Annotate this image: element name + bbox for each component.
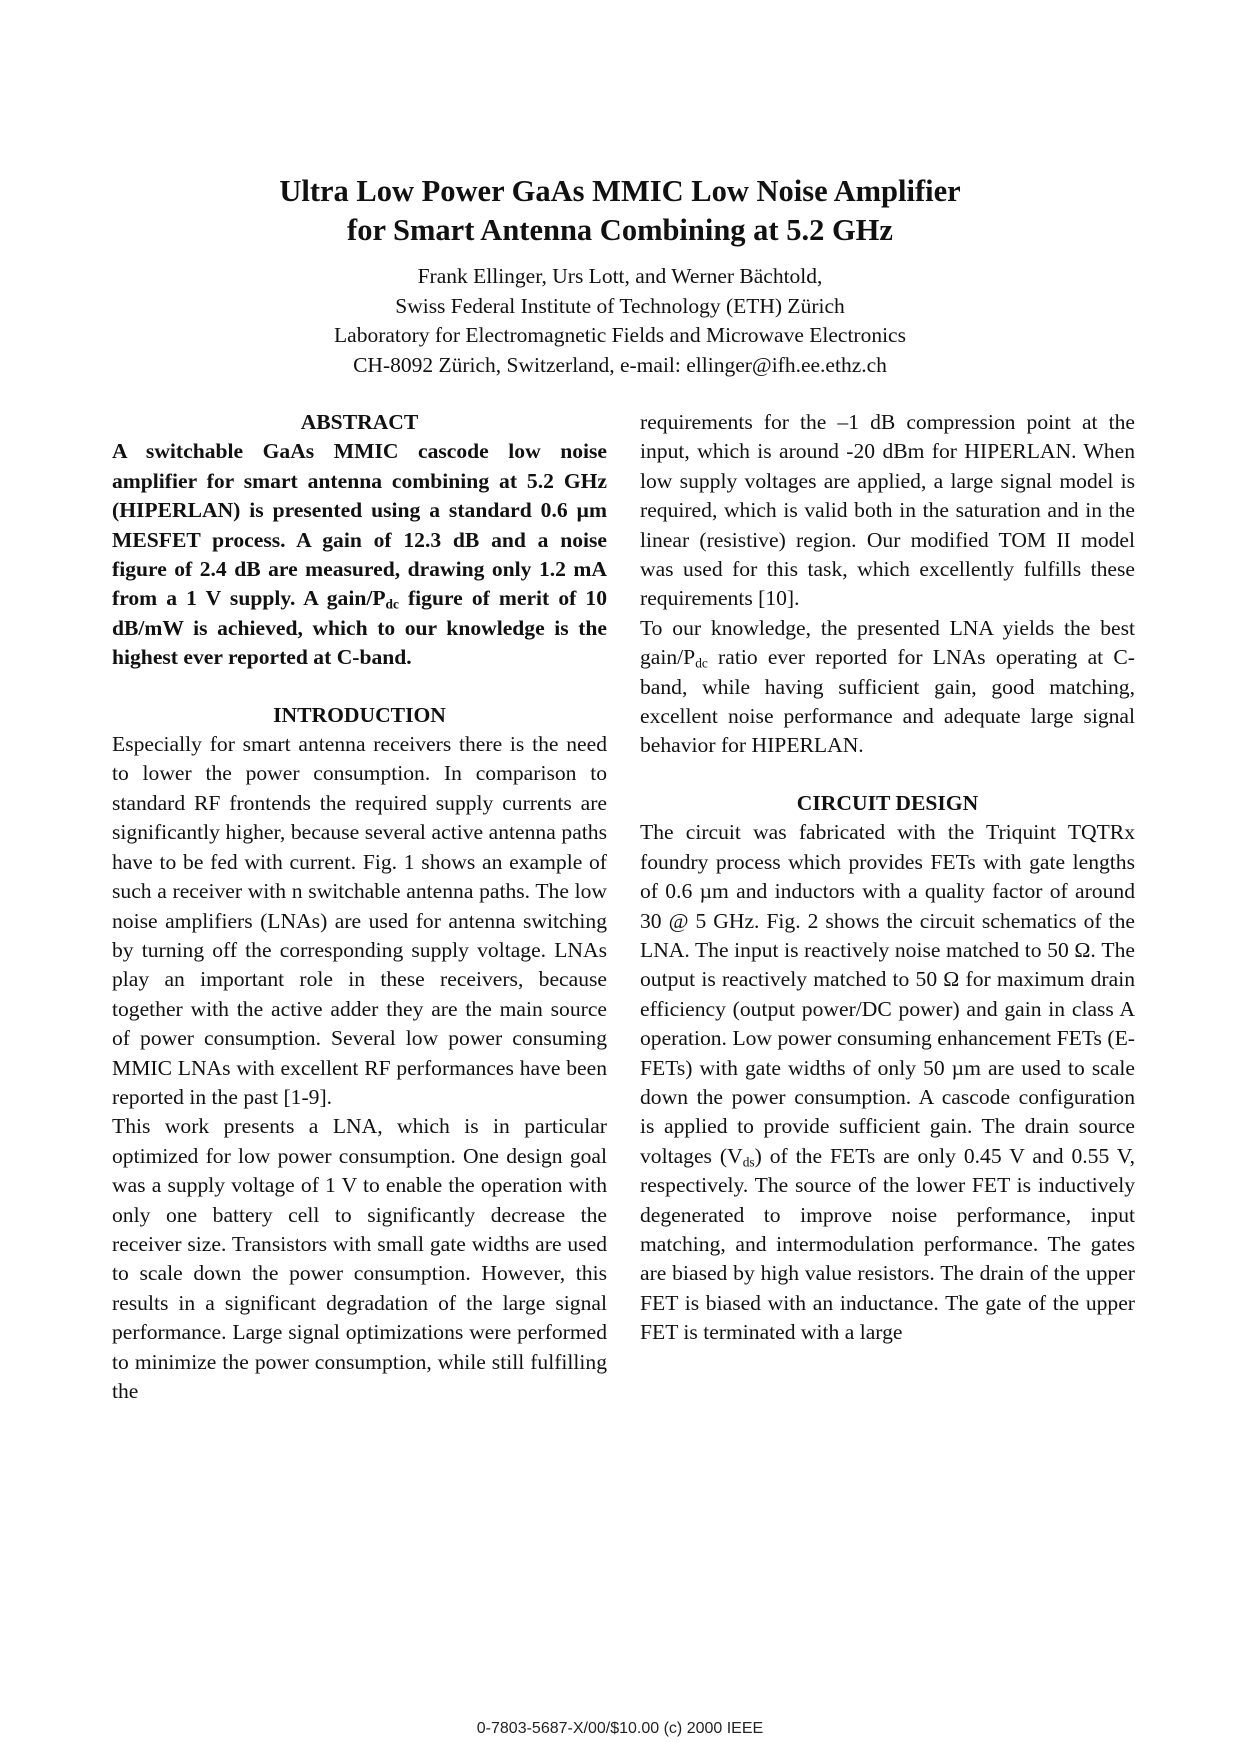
copyright-footer: 0-7803-5687-X/00/$10.00 (c) 2000 IEEE	[476, 1720, 764, 1737]
introduction-paragraph-4	[640, 614, 1135, 761]
paper-title	[0, 172, 1240, 250]
abstract-text-part-a: A switchable GaAs MMIC cascode low noise amplifier for smart antenna combining at 5.2 GHz (HIPERLAN) is presented using a standard 0.6 µm MESFET process. A gain of 12.3 dB and a noise figure of 2.4 dB are measured, drawing only 1.2 mA from a 1 V supply. A gain/P	[112, 439, 607, 611]
circuit-design-paragraph	[640, 818, 1135, 1347]
title-line-2: for Smart Antenna Combining at 5.2 GHz	[347, 213, 893, 247]
introduction-paragraph-2: This work presents a LNA, which is in particular optimized for low power consumption. One design goal was a supply voltage of 1 V to enable the operation with only one battery cell to significantly decrease the receiver size. Transistors with small gate widths are used to scale down the power consumption. However, this results in a significant degradation of the large signal performance. Large signal optimizations were performed to minimize the power consumption, while still fulfilling the	[112, 1114, 607, 1403]
author-lab: Laboratory for Electromagnetic Fields and Microwave Electronics	[334, 323, 906, 347]
circuit-design-heading: CIRCUIT DESIGN	[796, 790, 979, 815]
circuit-subscript: ds	[742, 1154, 755, 1170]
intro-p4-part-b: ratio ever reported for LNAs operating at C-band, while having sufficient gain, good matching, excellent noise performance and adequate large signal behavior for HIPERLAN.	[640, 645, 1135, 758]
abstract-subscript: dc	[385, 596, 399, 612]
intro-p4-part-a: To our knowledge, the presented LNA yields the best gain/P	[640, 615, 1135, 670]
introduction-paragraph-3: requirements for the –1 dB compression point at the input, which is around -20 dBm for HIPERLAN. When low supply voltages are applied, a large signal model is required, which is valid both in the saturation and in the linear (resistive) region. Our modified TOM II model was used for this task, which excellently fulfills these requirements [10].	[640, 410, 1135, 611]
circuit-text-part-b: ) of the FETs are only 0.45 V and 0.55 V, respectively. The source of the lower FET is inductively degenerated to improve noise performance, input matching, and intermodulation performance. The gates are biased by high value resistors. The drain of the upper FET is biased with an inductance. The gate of the upper FET is terminated with a large	[640, 1143, 1136, 1345]
author-block	[0, 262, 1240, 380]
circuit-text-part-a: The circuit was fabricated with the Triquint TQTRx foundry process which provides FETs with gate lengths of 0.6 µm and inductors with a quality factor of around 30 @ 5 GHz. Fig. 2 shows the circuit schematics of the LNA. The input is reactively noise matched to 50 Ω. The output is reactively matched to 50 Ω for maximum drain efficiency (output power/DC power) and gain in class A operation. Low power consuming enhancement FETs (E-FETs) with gate widths of only 50 µm are used to scale down the power consumption. A cascode configuration is applied to provide sufficient gain. The drain source voltages (V	[640, 820, 1135, 1168]
introduction-paragraph-1: Especially for smart antenna receivers there is the need to lower the power consumption. In comparison to standard RF frontends the required supply currents are significantly higher, because several active antenna paths have to be fed with current. Fig. 1 shows an example of such a receiver with n switchable antenna paths. The low noise amplifiers (LNAs) are used for antenna switching by turning off the corresponding supply voltage. LNAs play an important role in these receivers, because together with the active adder they are the main source of power consumption. Several low power consuming MMIC LNAs with excellent RF performances have been reported in the past [1-9].	[112, 732, 607, 1109]
abstract-text-part-b: figure of merit of 10 dB/mW is achieved, which to our knowledge is the highest ever reported at C-band.	[112, 586, 607, 670]
right-column	[640, 408, 1135, 1348]
introduction-heading: INTRODUCTION	[273, 702, 446, 727]
author-names: Frank Ellinger, Urs Lott, and Werner Bächtold,	[417, 264, 823, 288]
title-line-1: Ultra Low Power GaAs MMIC Low Noise Amplifier	[279, 174, 961, 208]
abstract-text	[112, 437, 607, 672]
author-institute: Swiss Federal Institute of Technology (ETH) Zürich	[395, 293, 845, 318]
intro-p4-subscript: dc	[695, 655, 708, 671]
author-address: CH-8092 Zürich, Switzerland, e-mail: ellinger@ifh.ee.ethz.ch	[353, 352, 887, 377]
left-column	[112, 408, 607, 1406]
abstract-heading: ABSTRACT	[300, 410, 419, 434]
